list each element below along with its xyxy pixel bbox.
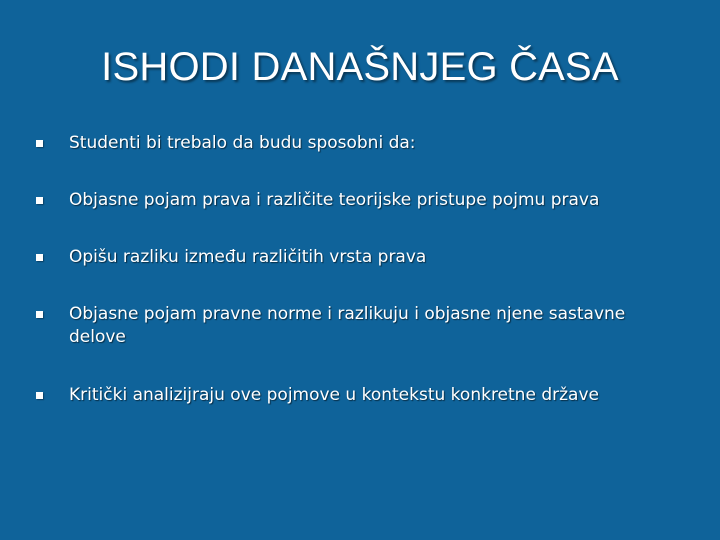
square-bullet-icon <box>36 311 43 318</box>
slide-title: ISHODI DANAŠNJEG ČASA <box>101 45 619 89</box>
square-bullet-icon <box>36 140 43 147</box>
bullet-item <box>36 132 666 155</box>
bullet-item <box>36 303 666 349</box>
bullet-text: Studenti bi trebalo da budu sposobni da: <box>69 133 416 153</box>
bullet-text: Kritički analizijraju ove pojmove u kontekstu konkretne države <box>69 385 599 405</box>
bullet-text: Objasne pojam prava i različite teorijske pristupe pojmu prava <box>69 190 600 210</box>
square-bullet-icon <box>36 392 43 399</box>
bullet-item <box>36 189 666 212</box>
bullet-item <box>36 384 666 407</box>
bullet-text: Opišu razliku između različitih vrsta prava <box>69 247 427 267</box>
bullet-text: Objasne pojam pravne norme i razlikuju i objasne njene sastavne delove <box>69 304 626 347</box>
square-bullet-icon <box>36 254 43 261</box>
square-bullet-icon <box>36 197 43 204</box>
bullet-item <box>36 246 666 269</box>
